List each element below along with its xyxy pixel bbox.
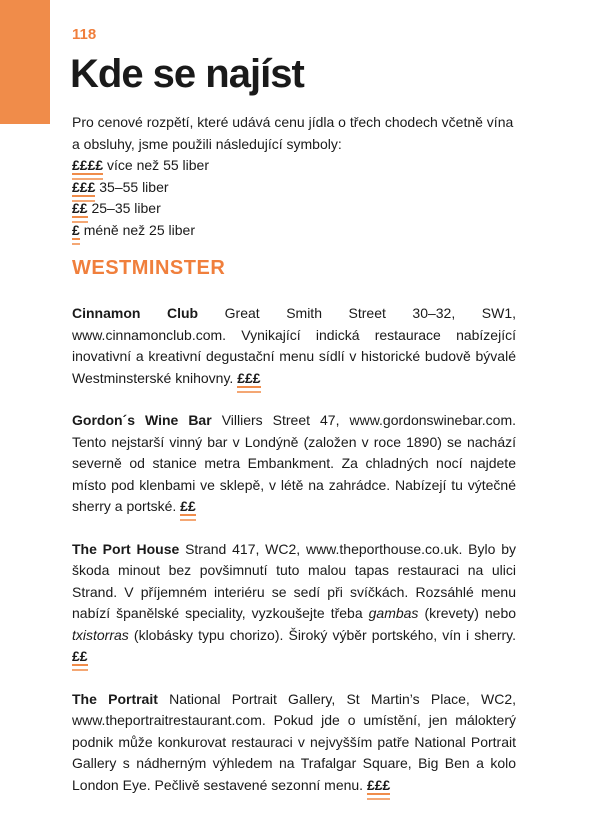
restaurant-name: The Portrait — [72, 690, 158, 707]
restaurant-name: Gordon´s Wine Bar — [72, 412, 212, 428]
price-symbol: £££ — [72, 178, 96, 195]
legend-label: 35–55 liber — [99, 178, 169, 195]
intro-text: Pro cenové rozpětí, které udává cenu jídla o třech chodech včetně vína a obsluhy, jsme použili následující symboly: — [72, 114, 514, 152]
restaurant-entry — [72, 410, 516, 518]
price-symbol: £££ — [237, 369, 261, 386]
restaurant-entry — [72, 303, 516, 389]
price-symbol: ££££ — [72, 157, 104, 173]
italic-term: gambas — [368, 605, 419, 621]
italic-term: txistorras — [72, 626, 129, 643]
legend-row — [72, 220, 522, 242]
restaurant-description: Great Smith Street 30–32, SW1, www.cinnamonclub.com. Vynikající indická restaurace nabízející inovativní a kreativní degustační menu sídlí v historické budově bývalé Westminsterské knihovny. — [72, 305, 517, 386]
price-symbol: ££ — [180, 498, 196, 514]
price-intro — [72, 112, 522, 241]
restaurant-description: Strand 417, WC2, www.theporthouse.co.uk. Bylo by škoda minout bez povšimnutí tuto malou tapas restauraci na ulici Strand. V příjemném interiéru se sedí při svíčkách. Rozsáhlé menu nabízí španělské speciality, vyzkoušejte třeba — [72, 540, 516, 621]
page-title: Kde se najíst — [70, 52, 304, 96]
price-symbol: ££ — [72, 648, 88, 664]
price-symbol: ££ — [72, 200, 88, 216]
legend-row — [72, 198, 522, 220]
legend-label: 25–35 liber — [91, 200, 161, 216]
restaurant-description: (klobásky typu chorizo). Široký výběr portského, vín i sherry. — [133, 626, 517, 643]
restaurant-description: National Portrait Gallery, St Martin’s Place, WC2, www.theportraitrestaurant.com. Pokud jde o umístění, jen málokterý podnik může konkurovat restauraci v nejvyšším patře National Portrait Gallery s nádherným výhledem na Trafalgar Square, Big Ben a kolo London Eye. Pečlivě sestavené sezonní menu. — [72, 690, 516, 793]
section-heading: WESTMINSTER — [72, 257, 226, 279]
restaurant-name: The Port House — [72, 540, 180, 557]
legend-label: více než 55 liber — [107, 157, 209, 173]
page-number: 118 — [72, 26, 97, 43]
legend-row — [72, 177, 522, 199]
legend-label: méně než 25 liber — [83, 221, 195, 238]
restaurant-description: (krevety) nebo — [424, 605, 517, 621]
legend-row — [72, 155, 522, 177]
price-symbol: £££ — [366, 776, 391, 793]
restaurant-name: Cinnamon Club — [72, 305, 199, 321]
price-symbol: £ — [72, 221, 80, 238]
chapter-tab-block — [0, 0, 50, 124]
restaurant-entry — [72, 539, 516, 668]
restaurant-description: Villiers Street 47, www.gordonswinebar.com. Tento nejstarší vinný bar v Londýně (založen v roce 1890) se nachází severně od stanice metra Embankment. Za chladných nocí najdete místo pod klenbami ve sklepě, v létě na zahrádce. Nabízejí tu výtečné sherry a portské. — [72, 412, 517, 514]
restaurant-list — [72, 303, 516, 817]
restaurant-entry — [72, 689, 516, 797]
